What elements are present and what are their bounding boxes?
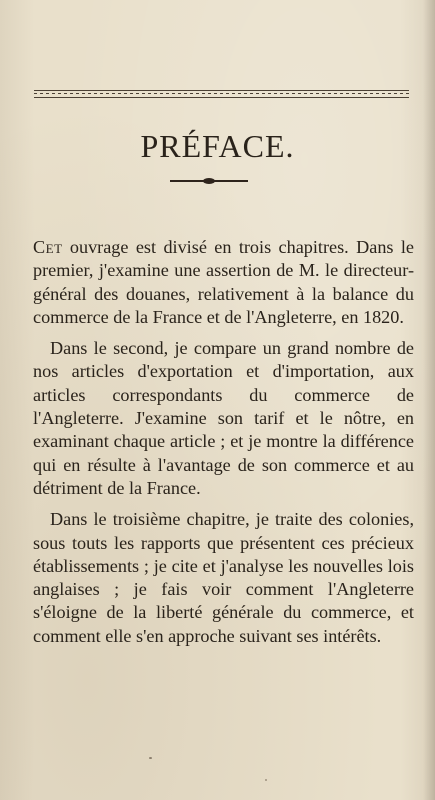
paragraph-3: Dans le troisième chapitre, je traite des colonies, sous touts les rapports que présentent ces précieux établissements ; je cite et j'analyse les nouvelles lois anglaises ; je fais voir comment l'Angleterre s'éloigne de la liberté générale du commerce, et comment elle s'en approche suivant ses intérêts. [33, 509, 414, 646]
paragraph-2: Dans le second, je compare un grand nombre de nos articles d'exportation et d'importation, aux articles correspondants du commerce de l'Angleterre. J'examine son tarif et le nôtre, en examinant chaque article ; et je montre la différence qui en résulte à l'avantage de son commerce et au détriment de la France. [33, 338, 414, 498]
page-edge-shadow [423, 0, 435, 800]
paragraph-1-lead: Cet [33, 237, 63, 257]
preface-text [33, 236, 414, 648]
paragraph-1-body: ouvrage est divisé en trois chapitres. Dans le premier, j'examine une assertion de M. le directeur-général des douanes, relativement à la balance du commerce de la France et de l'Angleterre, en 1820. [33, 237, 414, 327]
ink-speck [149, 757, 152, 759]
ink-speck [265, 779, 267, 781]
page-title: PRÉFACE. [140, 128, 295, 164]
header-rule [34, 90, 409, 98]
title-ornament [170, 180, 248, 182]
paragraph-1 [33, 236, 414, 329]
